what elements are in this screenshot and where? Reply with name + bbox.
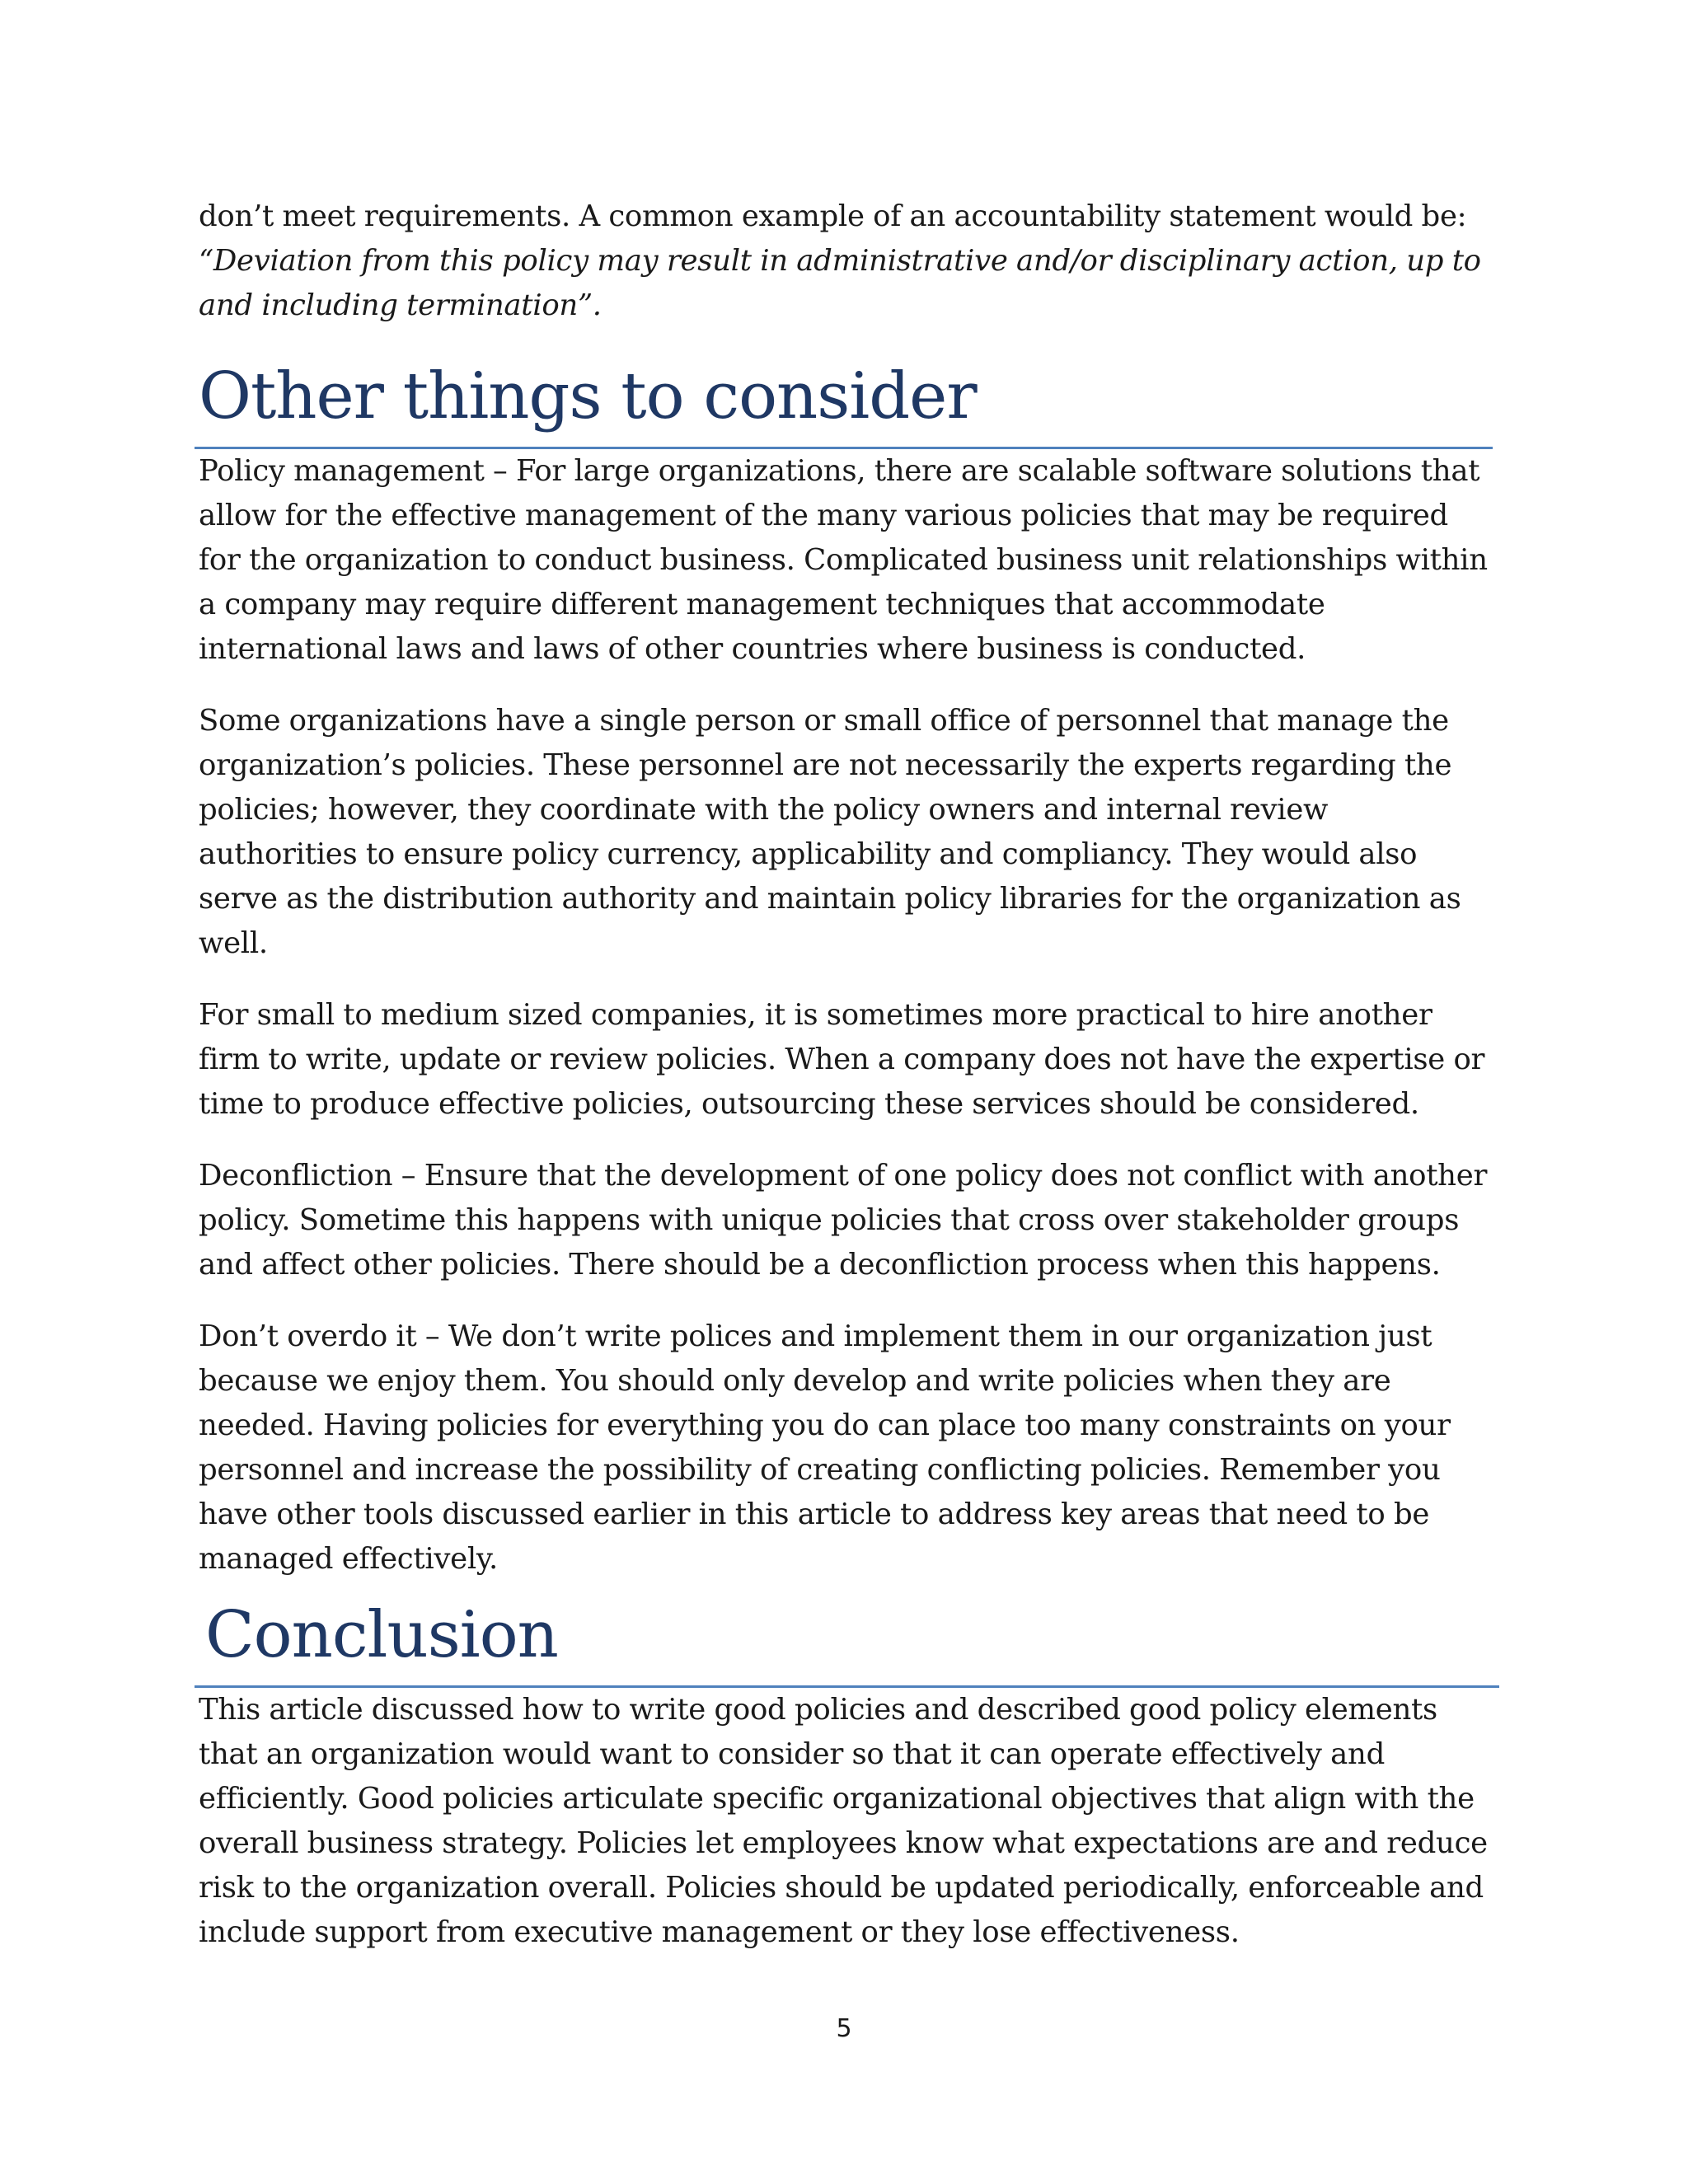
intro-paragraph [199, 194, 1493, 328]
paragraph-policy-management: Policy management – For large organizations, there are scalable software solutions that allow for the effective management of the many various policies that may be required for the organization to conduct business. Complicated business unit relationships within a company may require different management techniques that accommodate international laws and laws of other countries where business is conducted. [199, 454, 1488, 666]
paragraph-outsourcing: For small to medium sized companies, it is sometimes more practical to hire another firm to write, update or review policies. When a company does not have the expertise or time to produce effective policies, outsourcing these services should be considered. [199, 998, 1485, 1121]
paragraph-conclusion: This article discussed how to write good policies and described good policy elements that an organization would want to consider so that it can operate effectively and efficiently. Good policies articulate specific organizational objectives that align with the overall business strategy. Policies let employees know what expectations are and reduce risk to the organization overall. Policies should be updated periodically, enforceable and include support from executive management or they lose effectiveness. [199, 1693, 1488, 1949]
intro-text: don’t meet requirements. A common example of an accountability statement would be: [199, 199, 1467, 233]
page-number: 5 [836, 2014, 852, 2043]
section-heading-other-things: Other things to consider [195, 359, 1493, 449]
paragraph-policy-office: Some organizations have a single person or small office of personnel that manage the organization’s policies. These personnel are not necessarily the experts regarding the policies; however, they coordinate with the policy owners and internal review authorities to ensure policy currency, applicability and compliancy. They would also serve as the distribution authority and maintain policy libraries for the organization as well. [199, 704, 1461, 960]
paragraph-dont-overdo-it: Don’t overdo it – We don’t write polices and implement them in our organization just because we enjoy them. You should only develop and write policies when they are needed. Having policies for everything you do can place too many constraints on your personnel and increase the possibility of creating conflicting policies. Remember you have other tools discussed earlier in this article to address key areas that need to be managed effectively. [199, 1319, 1451, 1576]
page-content [199, 194, 1493, 1955]
accountability-quote: “Deviation from this policy may result in administrative and/or disciplinary action, up to and including termination”. [199, 244, 1481, 322]
paragraph-deconfliction: Deconfliction – Ensure that the development of one policy does not conflict with another policy. Sometime this happens with unique policies that cross over stakeholder groups and affect other policies. There should be a deconfliction process when this happens. [199, 1159, 1488, 1282]
section-heading-conclusion: Conclusion [195, 1598, 1499, 1688]
